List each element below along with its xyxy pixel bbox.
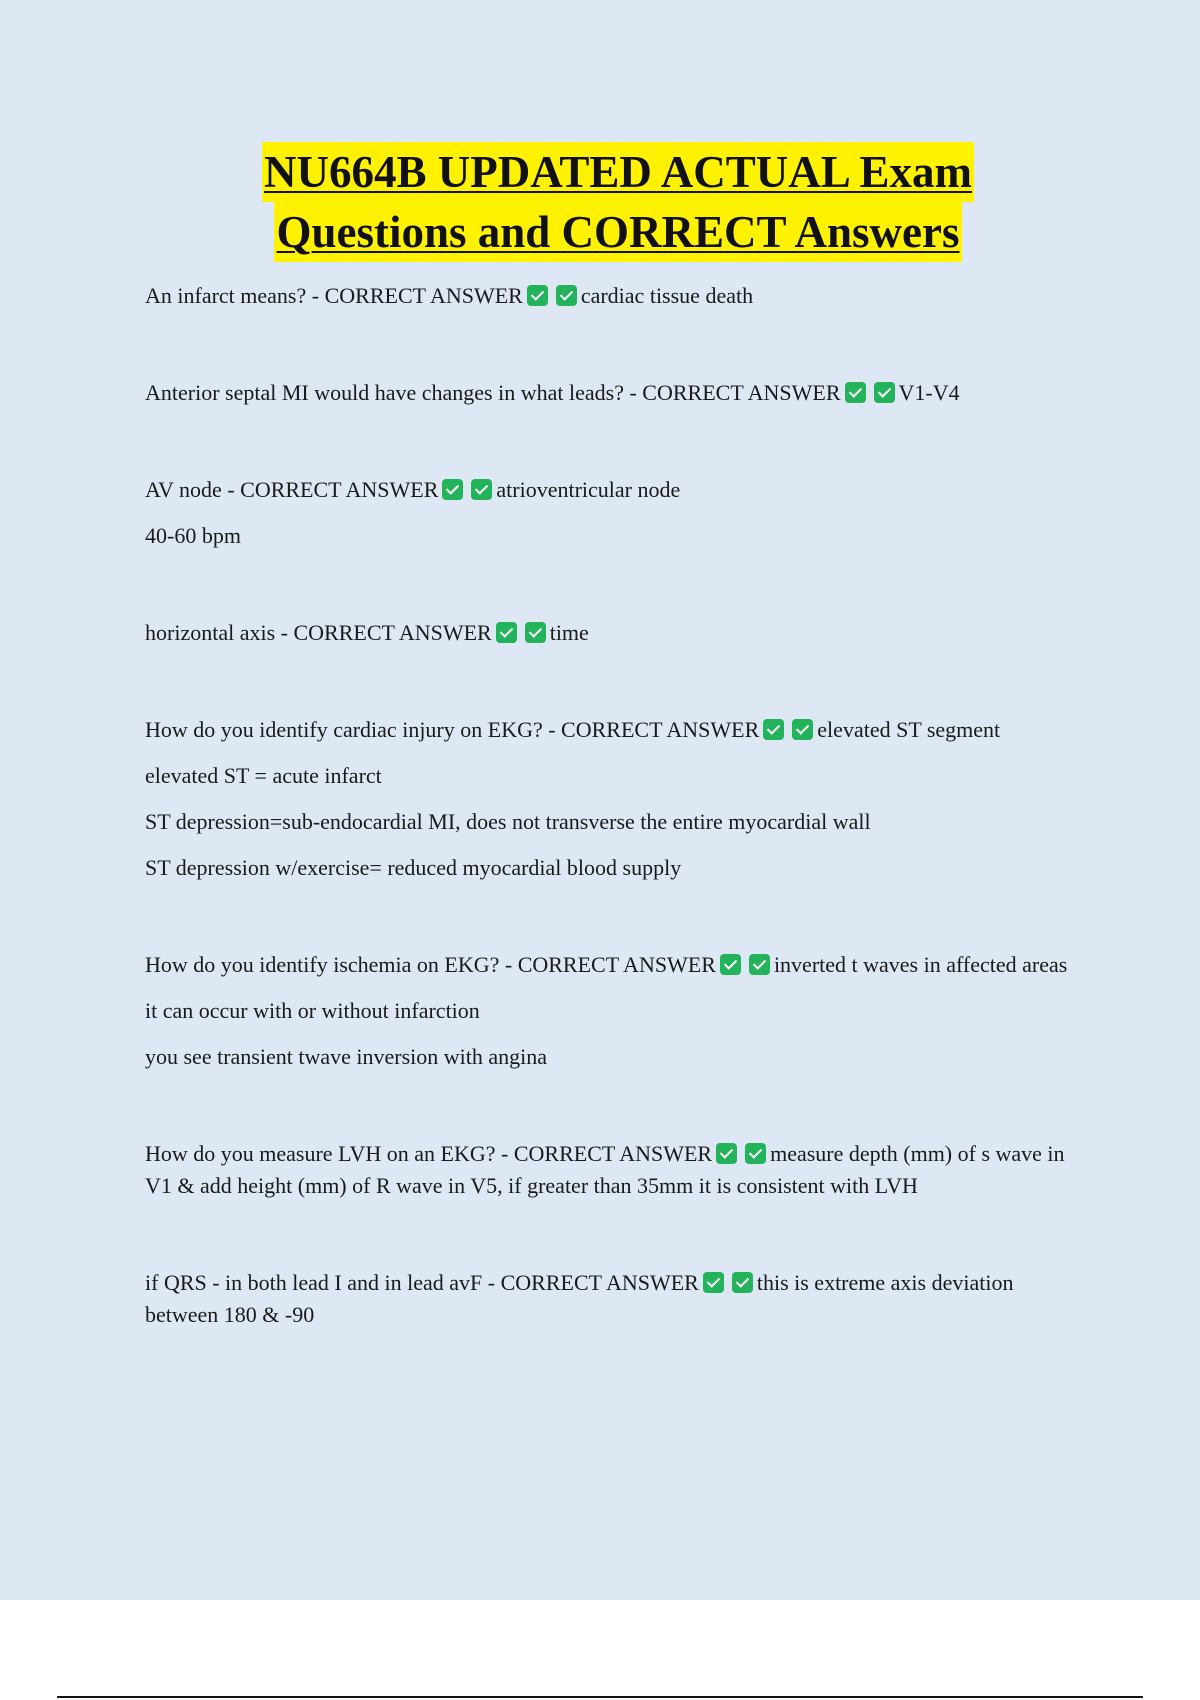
qa-question-line: [145, 949, 1085, 981]
check-mark-icon: [732, 1272, 753, 1293]
check-mark-icon: [763, 719, 784, 740]
answer-detail: ST depression w/exercise= reduced myocardial blood supply: [145, 855, 682, 880]
qa-question-line: [145, 714, 1085, 746]
qa-item: [145, 280, 1085, 312]
qa-list: [145, 280, 1085, 1396]
correct-answer-marker: - CORRECT ANSWER: [504, 952, 716, 977]
qa-item: [145, 949, 1085, 1073]
answer-detail: you see transient twave inversion with angina: [145, 1044, 548, 1069]
title-line-2: Questions and CORRECT Answers: [274, 202, 961, 262]
check-mark-icon: [442, 479, 463, 500]
footer-divider: [57, 1696, 1143, 1698]
answer-text: time: [549, 620, 589, 645]
check-mark-icon: [525, 622, 546, 643]
qa-question-line: [145, 617, 1085, 649]
check-mark-icon: [745, 1143, 766, 1164]
check-mark-icon: [874, 382, 895, 403]
question-text: AV node: [145, 477, 222, 502]
qa-item: [145, 714, 1085, 884]
answer-text: V1-V4: [898, 380, 960, 405]
question-text: if QRS - in both lead I and in lead avF: [145, 1270, 483, 1295]
qa-item: [145, 617, 1085, 649]
correct-answer-marker: - CORRECT ANSWER: [629, 380, 841, 405]
check-mark-icon: [792, 719, 813, 740]
answer-text: atrioventricular node: [496, 477, 681, 502]
correct-answer-marker: - CORRECT ANSWER: [280, 620, 492, 645]
correct-answer-marker: - CORRECT ANSWER: [227, 477, 439, 502]
correct-answer-marker: - CORRECT ANSWER: [311, 283, 523, 308]
answer-text: inverted t waves in affected areas: [773, 952, 1068, 977]
correct-answer-marker: - CORRECT ANSWER: [548, 717, 760, 742]
check-mark-icon: [716, 1143, 737, 1164]
qa-question-line: [145, 1138, 1085, 1202]
qa-item: [145, 1138, 1085, 1202]
qa-question-line: [145, 377, 1085, 409]
title-line-1: NU664B UPDATED ACTUAL Exam: [262, 142, 974, 202]
qa-item: [145, 377, 1085, 409]
answer-detail: 40-60 bpm: [145, 523, 241, 548]
qa-item: [145, 474, 1085, 552]
question-text: How do you identify ischemia on EKG?: [145, 952, 500, 977]
check-mark-icon: [720, 954, 741, 975]
answer-detail: it can occur with or without infarction: [145, 998, 480, 1023]
qa-question-line: [145, 280, 1085, 312]
qa-question-line: [145, 474, 1085, 506]
qa-item: [145, 1267, 1085, 1331]
answer-text: this is extreme axis deviation between 180 & -90: [145, 1270, 1014, 1327]
answer-detail: ST depression=sub-endocardial MI, does not transverse the entire myocardial wall: [145, 809, 871, 834]
answer-text: elevated ST segment: [817, 717, 1001, 742]
question-text: How do you measure LVH on an EKG?: [145, 1141, 496, 1166]
check-mark-icon: [703, 1272, 724, 1293]
check-mark-icon: [556, 285, 577, 306]
check-mark-icon: [845, 382, 866, 403]
question-text: Anterior septal MI would have changes in what leads?: [145, 380, 624, 405]
answer-detail: elevated ST = acute infarct: [145, 763, 382, 788]
question-text: horizontal axis: [145, 620, 276, 645]
correct-answer-marker: - CORRECT ANSWER: [501, 1141, 713, 1166]
answer-text: measure depth (mm) of s wave in V1 & add height (mm) of R wave in V5, if greater than 35mm it is consistent with LVH: [145, 1141, 1065, 1198]
correct-answer-marker: - CORRECT ANSWER: [487, 1270, 699, 1295]
check-mark-icon: [471, 479, 492, 500]
check-mark-icon: [496, 622, 517, 643]
question-text: How do you identify cardiac injury on EKG?: [145, 717, 543, 742]
document-title: [0, 142, 1200, 262]
check-mark-icon: [749, 954, 770, 975]
answer-text: cardiac tissue death: [580, 283, 754, 308]
check-mark-icon: [527, 285, 548, 306]
qa-question-line: [145, 1267, 1085, 1331]
question-text: An infarct means?: [145, 283, 307, 308]
